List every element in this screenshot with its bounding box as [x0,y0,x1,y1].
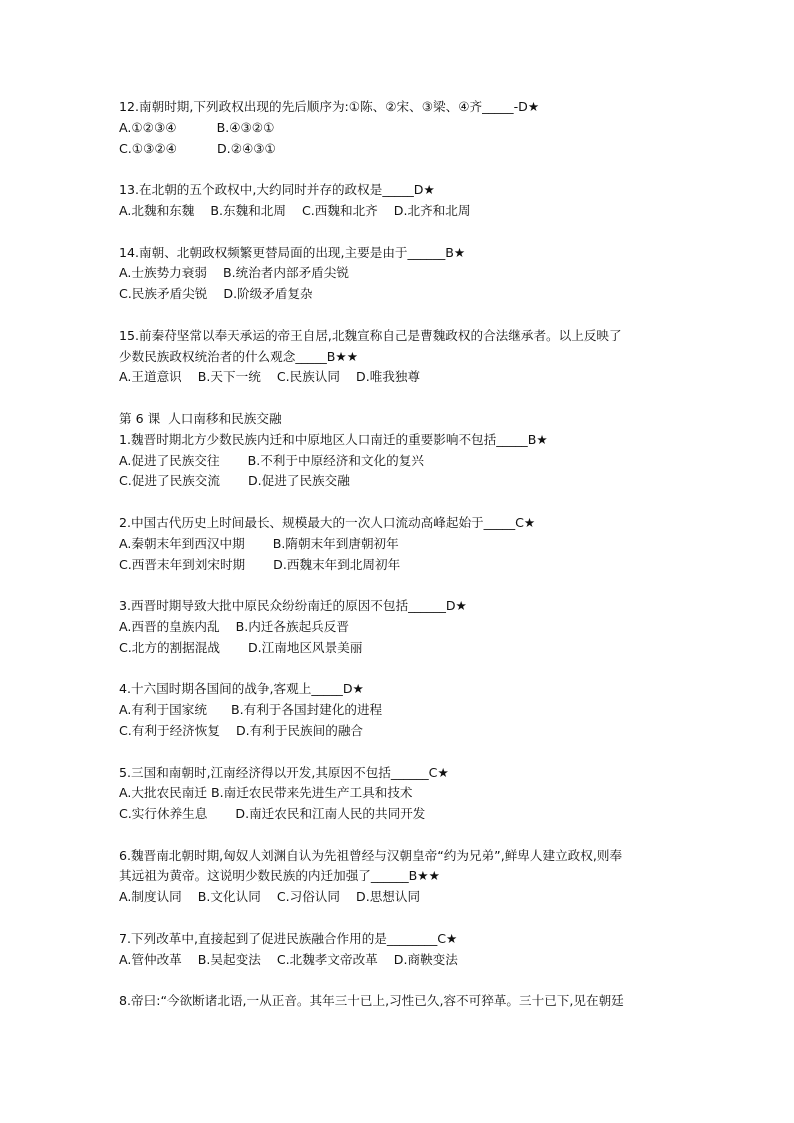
question-stem: 14.南朝、北朝政权频繁更替局面的出现,主要是由于______B★ [119,244,466,260]
block-spacer [119,305,689,326]
question-stem: 1.魏晋时期北方少数民族内迁和中原地区人口南迁的重要影响不包括_____B★ [119,431,548,447]
option-line: A.大批农民南迁 B.南迁农民带来先进生产工具和技术 [119,785,413,801]
option-line: A.王道意识 B.天下一统 C.民族认同 D.唯我独尊 [119,369,421,385]
option-line: C.北方的割据混战 D.江南地区风景美丽 [119,639,363,655]
option-line: A.秦朝末年到西汉中期 B.隋朝末年到唐朝初年 [119,535,399,551]
option-line: A.促进了民族交往 B.不利于中原经济和文化的复兴 [119,452,424,468]
question-block [119,991,689,1012]
block-spacer [119,222,689,243]
block-spacer [119,575,689,596]
question-block [119,846,689,908]
question-block [119,929,689,971]
question-block [119,243,689,305]
question-block [119,596,689,658]
block-spacer [119,742,689,763]
lesson-heading: 第 6 课 人口南移和民族交融 [119,410,282,426]
option-line: A.西晋的皇族内乱 B.内迁各族起兵反晋 [119,618,349,634]
option-line: A.士族势力衰弱 B.统治者内部矛盾尖锐 [119,265,349,281]
question-stem: 7.下列改革中,直接起到了促进民族融合作用的是________C★ [119,930,458,946]
question-stem-continued: 其远祖为黄帝。这说明少数民族的内迁加强了______B★★ [119,868,440,884]
option-line: A.制度认同 B.文化认同 C.习俗认同 D.思想认同 [119,889,421,905]
option-line: C.①③②④ D.②④③① [119,140,276,156]
block-spacer [119,492,689,513]
question-block [119,97,689,159]
question-stem-continued: 少数民族政权统治者的什么观念_____B★★ [119,348,359,364]
question-stem: 15.前秦苻坚常以奉天承运的帝王自居,北魏宣称自己是曹魏政权的合法继承者。以上反映了 [119,327,622,343]
block-spacer [119,659,689,680]
question-stem: 4.十六国时期各国间的战争,客观上_____D★ [119,681,364,697]
option-line: C.有利于经济恢复 D.有利于民族间的融合 [119,722,364,738]
option-line: C.民族矛盾尖锐 D.阶级矛盾复杂 [119,286,313,302]
block-spacer [119,970,689,991]
block-spacer [119,908,689,929]
question-stem: 3.西晋时期导致大批中原民众纷纷南迁的原因不包括______D★ [119,598,467,614]
question-stem: 12.南朝时期,下列政权出现的先后顺序为:①陈、②宋、③梁、④齐_____-D★ [119,99,540,114]
block-spacer [119,388,689,409]
question-block [119,679,689,741]
question-stem: 6.魏晋南北朝时期,匈奴人刘渊自认为先祖曾经与汉朝皇帝“约为兄弟”,鲜卑人建立政权,则奉 [119,847,623,863]
question-block [119,763,689,825]
question-stem: 13.在北朝的五个政权中,大约同时并存的政权是_____D★ [119,182,435,198]
option-line: C.促进了民族交流 D.促进了民族交融 [119,473,350,489]
lesson-section [119,409,689,492]
option-line: A.北魏和东魏 B.东魏和北周 C.西魏和北齐 D.北齐和北周 [119,202,471,218]
block-spacer [119,825,689,846]
question-stem: 5.三国和南朝时,江南经济得以开发,其原因不包括______C★ [119,764,449,780]
question-block [119,180,689,222]
option-line: C.实行休养生息 D.南迁农民和江南人民的共同开发 [119,806,426,822]
block-spacer [119,159,689,180]
question-block [119,513,689,575]
option-line: A.管仲改革 B.吴起变法 C.北魏孝文帝改革 D.商鞅变法 [119,951,458,967]
option-line: C.西晋末年到刘宋时期 D.西魏末年到北周初年 [119,556,401,572]
option-line: A.有利于国家统 B.有利于各国封建化的进程 [119,702,383,718]
exercise-content [119,97,689,1012]
question-block [119,326,689,388]
question-stem: 8.帝曰:“今欲断诸北语,一从正音。其年三十已上,习性已久,容不可猝革。三十已下,见在朝廷 [119,993,624,1009]
question-stem: 2.中国古代历史上时间最长、规模最大的一次人口流动高峰起始于_____C★ [119,514,536,530]
option-line: A.①②③④ B.④③②① [119,119,275,135]
